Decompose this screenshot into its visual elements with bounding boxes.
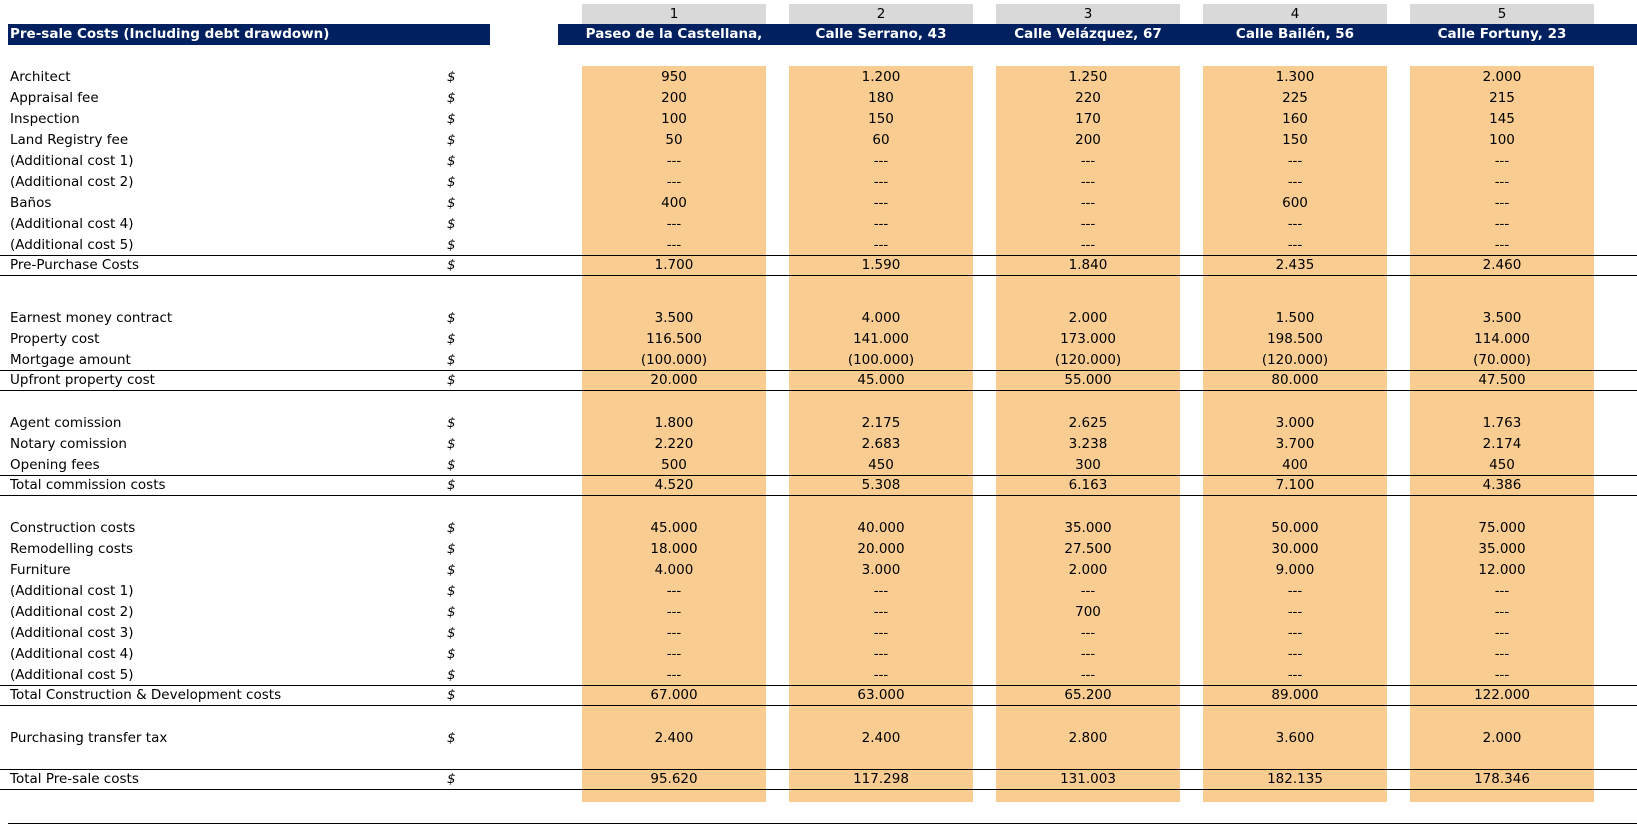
currency-symbol[interactable]: $ [447, 771, 456, 787]
value-cell[interactable]: 30.000 [1271, 541, 1319, 557]
value-cell[interactable]: 18.000 [650, 541, 698, 557]
row-label[interactable]: Earnest money contract [10, 310, 173, 326]
value-cell[interactable]: --- [1080, 625, 1096, 641]
row-label[interactable]: Remodelling costs [10, 541, 134, 557]
value-cell[interactable]: --- [1080, 195, 1096, 211]
value-cell[interactable]: 1.590 [861, 257, 901, 273]
value-cell[interactable]: --- [873, 195, 889, 211]
table-row [0, 308, 1637, 329]
value-cell[interactable]: 2.683 [861, 436, 901, 452]
row-label[interactable]: (Additional cost 1) [10, 583, 134, 599]
row-label[interactable]: (Additional cost 1) [10, 153, 134, 169]
value-cell[interactable]: --- [1494, 646, 1510, 662]
value-cell[interactable]: (120.000) [1054, 352, 1122, 368]
value-cell[interactable]: 2.000 [1482, 69, 1522, 85]
value-cell[interactable]: 2.460 [1482, 257, 1522, 273]
value-cell[interactable]: 700 [1075, 604, 1101, 620]
table-row [0, 560, 1637, 581]
value-cell[interactable]: 400 [1282, 457, 1308, 473]
value-cell[interactable]: --- [1494, 153, 1510, 169]
table-row [0, 665, 1637, 686]
currency-symbol[interactable]: $ [447, 583, 456, 599]
currency-symbol[interactable]: $ [447, 520, 456, 536]
currency-symbol[interactable]: $ [447, 604, 456, 620]
value-cell[interactable]: 182.135 [1267, 771, 1323, 787]
section-title[interactable]: Pre-sale Costs (Including debt drawdown) [10, 26, 330, 42]
value-cell[interactable]: 2.000 [1068, 562, 1108, 578]
address-header-5[interactable]: Calle Fortuny, 23 [1437, 26, 1567, 42]
value-cell[interactable]: --- [1080, 237, 1096, 253]
value-cell[interactable]: 4.386 [1482, 477, 1522, 493]
value-cell[interactable]: 400 [661, 195, 687, 211]
value-cell[interactable]: (100.000) [847, 352, 915, 368]
value-cell[interactable]: 20.000 [650, 372, 698, 388]
value-cell[interactable]: 131.003 [1060, 771, 1116, 787]
value-cell[interactable]: 150 [868, 111, 894, 127]
value-cell[interactable]: 50 [665, 132, 683, 148]
table-row [0, 193, 1637, 214]
value-cell[interactable]: 3.238 [1068, 436, 1108, 452]
row-label[interactable]: Notary comission [10, 436, 127, 452]
currency-symbol[interactable]: $ [447, 90, 456, 106]
value-cell[interactable]: 180 [868, 90, 894, 106]
value-cell[interactable]: 170 [1075, 111, 1101, 127]
currency-symbol[interactable]: $ [447, 111, 456, 127]
value-cell[interactable]: (70.000) [1473, 352, 1531, 368]
value-cell[interactable]: --- [873, 604, 889, 620]
table-row [0, 67, 1637, 88]
row-label[interactable]: (Additional cost 3) [10, 625, 134, 641]
row-label[interactable]: Furniture [10, 562, 71, 578]
currency-symbol[interactable]: $ [447, 687, 456, 703]
currency-symbol[interactable]: $ [447, 331, 456, 347]
value-cell[interactable]: --- [666, 583, 682, 599]
value-cell[interactable]: 1.200 [861, 69, 901, 85]
table-row [0, 350, 1637, 371]
currency-symbol[interactable]: $ [447, 153, 456, 169]
currency-symbol[interactable]: $ [447, 174, 456, 190]
value-cell[interactable]: 117.298 [853, 771, 909, 787]
table-row [0, 434, 1637, 455]
value-cell[interactable]: --- [1287, 604, 1303, 620]
value-cell[interactable]: --- [873, 174, 889, 190]
currency-symbol[interactable]: $ [447, 69, 456, 85]
value-cell[interactable]: --- [1494, 604, 1510, 620]
row-label[interactable]: Mortgage amount [10, 352, 131, 368]
currency-symbol[interactable]: $ [447, 457, 456, 473]
value-cell[interactable]: 63.000 [857, 687, 905, 703]
value-cell[interactable]: 4.000 [654, 562, 694, 578]
value-cell[interactable]: 1.800 [654, 415, 694, 431]
table-row [0, 581, 1637, 602]
value-cell[interactable]: 100 [1489, 132, 1515, 148]
value-cell[interactable]: 2.174 [1482, 436, 1522, 452]
value-cell[interactable]: 500 [661, 457, 687, 473]
table-row [0, 329, 1637, 350]
table-row [0, 172, 1637, 193]
value-cell[interactable]: --- [666, 604, 682, 620]
row-label[interactable]: Appraisal fee [10, 90, 99, 106]
value-cell[interactable]: 35.000 [1064, 520, 1112, 536]
value-cell[interactable]: 145 [1489, 111, 1515, 127]
row-label[interactable]: (Additional cost 4) [10, 646, 134, 662]
value-cell[interactable]: 2.625 [1068, 415, 1108, 431]
value-cell[interactable]: 160 [1282, 111, 1308, 127]
table-row [0, 518, 1637, 539]
total-row [0, 475, 1637, 496]
value-cell[interactable]: --- [1080, 174, 1096, 190]
value-cell[interactable]: 150 [1282, 132, 1308, 148]
value-cell[interactable]: (120.000) [1261, 352, 1329, 368]
row-label[interactable]: Total Pre-sale costs [10, 771, 139, 787]
row-label[interactable]: (Additional cost 2) [10, 174, 134, 190]
value-cell[interactable]: 80.000 [1271, 372, 1319, 388]
value-cell[interactable]: 27.500 [1064, 541, 1112, 557]
row-label[interactable]: Opening fees [10, 457, 100, 473]
value-cell[interactable]: 950 [661, 69, 687, 85]
currency-symbol[interactable]: $ [447, 541, 456, 557]
value-cell[interactable]: 225 [1282, 90, 1308, 106]
value-cell[interactable]: 2.000 [1482, 730, 1522, 746]
value-cell[interactable]: --- [1494, 667, 1510, 683]
row-label[interactable]: Construction costs [10, 520, 136, 536]
value-cell[interactable]: 75.000 [1478, 520, 1526, 536]
table-row [0, 644, 1637, 665]
currency-symbol[interactable]: $ [447, 216, 456, 232]
value-cell[interactable]: 9.000 [1275, 562, 1315, 578]
currency-symbol[interactable]: $ [447, 625, 456, 641]
value-cell[interactable]: 45.000 [650, 520, 698, 536]
table-row [0, 235, 1637, 256]
value-cell[interactable]: 2.175 [861, 415, 901, 431]
value-cell[interactable]: 141.000 [853, 331, 909, 347]
value-cell[interactable]: 3.600 [1275, 730, 1315, 746]
value-cell[interactable]: --- [873, 667, 889, 683]
value-cell[interactable]: 100 [661, 111, 687, 127]
value-cell[interactable]: 12.000 [1478, 562, 1526, 578]
value-cell[interactable]: 7.100 [1275, 477, 1315, 493]
value-cell[interactable]: --- [1080, 583, 1096, 599]
value-cell[interactable]: --- [1287, 216, 1303, 232]
table-row [0, 728, 1637, 749]
row-label[interactable]: Property cost [10, 331, 100, 347]
value-cell[interactable]: 2.400 [654, 730, 694, 746]
column-index-1[interactable]: 1 [582, 4, 766, 24]
value-cell[interactable]: 178.346 [1474, 771, 1530, 787]
value-cell[interactable]: --- [1494, 195, 1510, 211]
value-cell[interactable]: --- [666, 237, 682, 253]
row-label[interactable]: Land Registry fee [10, 132, 129, 148]
value-cell[interactable]: 2.800 [1068, 730, 1108, 746]
total-row [0, 370, 1637, 391]
currency-symbol[interactable]: $ [447, 646, 456, 662]
value-cell[interactable]: 1.700 [654, 257, 694, 273]
value-cell[interactable]: 3.700 [1275, 436, 1315, 452]
row-label[interactable]: Total commission costs [10, 477, 166, 493]
value-cell[interactable]: 1.763 [1482, 415, 1522, 431]
value-cell[interactable]: --- [666, 153, 682, 169]
value-cell[interactable]: 40.000 [857, 520, 905, 536]
value-cell[interactable]: --- [1494, 237, 1510, 253]
value-cell[interactable]: --- [873, 646, 889, 662]
value-cell[interactable]: 47.500 [1478, 372, 1526, 388]
value-cell[interactable]: 6.163 [1068, 477, 1108, 493]
table-row [0, 130, 1637, 151]
value-cell[interactable]: 55.000 [1064, 372, 1112, 388]
currency-symbol[interactable]: $ [447, 415, 456, 431]
total-row [0, 255, 1637, 276]
value-cell[interactable]: 3.000 [861, 562, 901, 578]
value-cell[interactable]: 35.000 [1478, 541, 1526, 557]
value-cell[interactable]: --- [1080, 646, 1096, 662]
value-cell[interactable]: --- [1494, 216, 1510, 232]
total-row [0, 685, 1637, 706]
currency-symbol[interactable]: $ [447, 310, 456, 326]
value-cell[interactable]: 116.500 [646, 331, 702, 347]
row-label[interactable]: (Additional cost 5) [10, 237, 134, 253]
value-cell[interactable]: --- [1080, 667, 1096, 683]
value-cell[interactable]: 4.000 [861, 310, 901, 326]
value-cell[interactable]: 200 [661, 90, 687, 106]
table-row [0, 88, 1637, 109]
value-cell[interactable]: --- [1494, 625, 1510, 641]
value-cell[interactable]: 95.620 [650, 771, 698, 787]
value-cell[interactable]: --- [873, 625, 889, 641]
row-label[interactable]: Agent comission [10, 415, 122, 431]
value-cell[interactable]: 1.840 [1068, 257, 1108, 273]
row-label[interactable]: Pre-Purchase Costs [10, 257, 139, 273]
value-cell[interactable]: --- [1080, 153, 1096, 169]
value-cell[interactable]: 5.308 [861, 477, 901, 493]
row-label[interactable]: (Additional cost 5) [10, 667, 134, 683]
value-cell[interactable]: 60 [872, 132, 890, 148]
address-header-1[interactable]: Paseo de la Castellana, 116 [585, 26, 763, 63]
column-index-2[interactable]: 2 [789, 4, 973, 24]
value-cell[interactable]: --- [1287, 583, 1303, 599]
value-cell[interactable]: 215 [1489, 90, 1515, 106]
value-cell[interactable]: --- [666, 667, 682, 683]
value-cell[interactable]: 450 [868, 457, 894, 473]
table-row [0, 602, 1637, 623]
value-cell[interactable]: 3.000 [1275, 415, 1315, 431]
value-cell[interactable]: 173.000 [1060, 331, 1116, 347]
value-cell[interactable]: 89.000 [1271, 687, 1319, 703]
address-header-2[interactable]: Calle Serrano, 43 [815, 26, 947, 42]
table-row [0, 413, 1637, 434]
value-cell[interactable]: 300 [1075, 457, 1101, 473]
currency-symbol[interactable]: $ [447, 132, 456, 148]
address-header-3[interactable]: Calle Velázquez, 67 [1014, 26, 1162, 42]
bottom-divider [8, 823, 1637, 824]
value-cell[interactable]: 122.000 [1474, 687, 1530, 703]
table-row [0, 455, 1637, 476]
value-cell[interactable]: 198.500 [1267, 331, 1323, 347]
value-cell[interactable]: --- [1494, 583, 1510, 599]
address-header-4[interactable]: Calle Bailén, 56 [1235, 26, 1355, 42]
value-cell[interactable]: --- [873, 216, 889, 232]
value-cell[interactable]: --- [666, 625, 682, 641]
value-cell[interactable]: --- [1494, 174, 1510, 190]
value-cell[interactable]: 3.500 [1482, 310, 1522, 326]
value-cell[interactable]: --- [873, 153, 889, 169]
row-label[interactable]: Inspection [10, 111, 80, 127]
value-cell[interactable]: 4.520 [654, 477, 694, 493]
column-index-4[interactable]: 4 [1203, 4, 1387, 24]
table-row [0, 623, 1637, 644]
value-cell[interactable]: --- [873, 583, 889, 599]
row-label[interactable]: (Additional cost 4) [10, 216, 134, 232]
currency-symbol[interactable]: $ [447, 257, 456, 273]
currency-symbol[interactable]: $ [447, 352, 456, 368]
value-cell[interactable]: --- [1287, 646, 1303, 662]
value-cell[interactable]: 2.220 [654, 436, 694, 452]
value-cell[interactable]: --- [1080, 216, 1096, 232]
value-cell[interactable]: 45.000 [857, 372, 905, 388]
currency-symbol[interactable]: $ [447, 667, 456, 683]
currency-symbol[interactable]: $ [447, 477, 456, 493]
value-cell[interactable]: --- [873, 237, 889, 253]
column-index-5[interactable]: 5 [1410, 4, 1594, 24]
value-cell[interactable]: 114.000 [1474, 331, 1530, 347]
row-label[interactable]: Total Construction & Development costs [10, 687, 282, 703]
value-cell[interactable]: 50.000 [1271, 520, 1319, 536]
table-row [0, 214, 1637, 235]
value-cell[interactable]: --- [1287, 153, 1303, 169]
value-cell[interactable]: --- [666, 216, 682, 232]
currency-symbol[interactable]: $ [447, 436, 456, 452]
value-cell[interactable]: --- [1287, 174, 1303, 190]
value-cell[interactable]: --- [1287, 237, 1303, 253]
row-label[interactable]: Purchasing transfer tax [10, 730, 168, 746]
column-index-3[interactable]: 3 [996, 4, 1180, 24]
value-cell[interactable]: 1.250 [1068, 69, 1108, 85]
value-cell[interactable]: --- [1287, 625, 1303, 641]
value-cell[interactable]: --- [1287, 667, 1303, 683]
row-label[interactable]: Baños [10, 195, 52, 211]
value-cell[interactable]: 450 [1489, 457, 1515, 473]
value-cell[interactable]: 200 [1075, 132, 1101, 148]
value-cell[interactable]: 1.500 [1275, 310, 1315, 326]
row-label[interactable]: Upfront property cost [10, 372, 155, 388]
value-cell[interactable]: 65.200 [1064, 687, 1112, 703]
currency-symbol[interactable]: $ [447, 730, 456, 746]
row-label[interactable]: (Additional cost 2) [10, 604, 134, 620]
value-cell[interactable]: --- [666, 174, 682, 190]
value-cell[interactable]: 67.000 [650, 687, 698, 703]
value-cell[interactable]: 2.400 [861, 730, 901, 746]
currency-symbol[interactable]: $ [447, 195, 456, 211]
value-cell[interactable]: 220 [1075, 90, 1101, 106]
table-row [0, 109, 1637, 130]
value-cell[interactable]: 3.500 [654, 310, 694, 326]
currency-symbol[interactable]: $ [447, 562, 456, 578]
table-row [0, 539, 1637, 560]
value-cell[interactable]: 1.300 [1275, 69, 1315, 85]
table-row [0, 151, 1637, 172]
value-cell[interactable]: 600 [1282, 195, 1308, 211]
value-cell[interactable]: 2.000 [1068, 310, 1108, 326]
value-cell[interactable]: 2.435 [1275, 257, 1315, 273]
currency-symbol[interactable]: $ [447, 372, 456, 388]
value-cell[interactable]: (100.000) [640, 352, 708, 368]
total-row [0, 769, 1637, 790]
currency-symbol[interactable]: $ [447, 237, 456, 253]
value-cell[interactable]: 20.000 [857, 541, 905, 557]
value-cell[interactable]: --- [666, 646, 682, 662]
row-label[interactable]: Architect [10, 69, 71, 85]
